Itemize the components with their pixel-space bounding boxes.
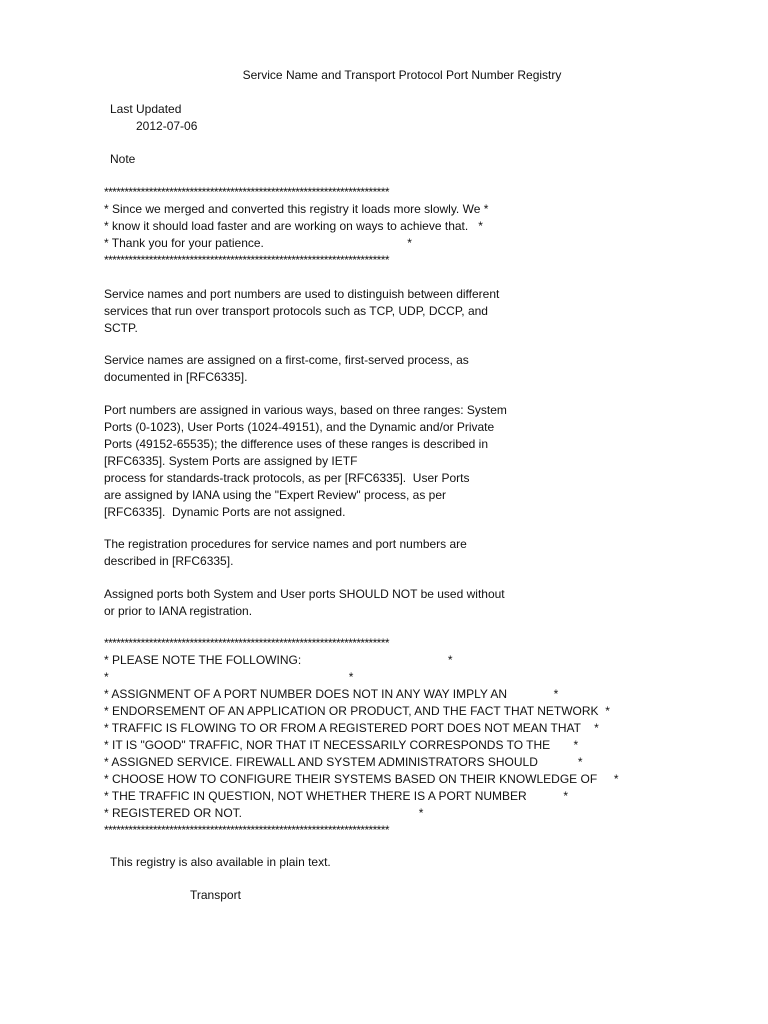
paragraph-line: services that run over transport protocols such as TCP, UDP, DCCP, and: [104, 304, 488, 318]
last-updated-value: 2012-07-06: [136, 119, 198, 133]
note-box-border-top: **********************************************************************: [104, 185, 389, 199]
paragraph-line: Port numbers are assigned in various ways, based on three ranges: System: [104, 403, 507, 417]
warning-box-line: * THE TRAFFIC IN QUESTION, NOT WHETHER THERE IS A PORT NUMBER *: [104, 789, 569, 803]
warning-box-line: * CHOOSE HOW TO CONFIGURE THEIR SYSTEMS BASED ON THEIR KNOWLEDGE OF *: [104, 772, 619, 786]
warning-box-line: * IT IS "GOOD" TRAFFIC, NOR THAT IT NECESSARILY CORRESPONDS TO THE *: [104, 738, 579, 752]
paragraph-line: The registration procedures for service names and port numbers are: [104, 537, 467, 551]
paragraph-line: Assigned ports both System and User ports SHOULD NOT be used without: [104, 587, 505, 601]
note-box-line: * Thank you for your patience. *: [104, 236, 412, 250]
paragraph-line: are assigned by IANA using the "Expert Review" process, as per: [104, 488, 447, 502]
warning-box-line: * *: [104, 670, 354, 684]
warning-box-line: * ASSIGNED SERVICE. FIREWALL AND SYSTEM ADMINISTRATORS SHOULD *: [104, 755, 583, 769]
note-box-line: * Since we merged and converted this registry it loads more slowly. We *: [104, 202, 489, 216]
warning-box-line: * ENDORSEMENT OF AN APPLICATION OR PRODUCT, AND THE FACT THAT NETWORK *: [104, 704, 610, 718]
paragraph-first-come: [104, 352, 469, 386]
paragraph-line: Service names are assigned on a first-come, first-served process, as: [104, 353, 469, 367]
transport-column-header: Transport: [190, 888, 241, 902]
note-box-line: * know it should load faster and are working on ways to achieve that. *: [104, 219, 483, 233]
paragraph-port-ranges: [104, 402, 507, 521]
note-label: Note: [110, 152, 136, 166]
paragraph-line: documented in [RFC6335].: [104, 370, 248, 384]
paragraph-registration-procedures: [104, 536, 467, 570]
warning-box: [104, 635, 619, 839]
paragraph-line: [RFC6335]. Dynamic Ports are not assigned.: [104, 505, 346, 519]
warning-box-line: * REGISTERED OR NOT. *: [104, 806, 424, 820]
note-box: [104, 184, 488, 269]
warning-box-border-bottom: **********************************************************************: [104, 823, 389, 837]
paragraph-line: [RFC6335]. System Ports are assigned by IETF: [104, 454, 358, 468]
paragraph-line: Service names and port numbers are used to distinguish between different: [104, 287, 500, 301]
paragraph-line: Ports (0-1023), User Ports (1024-49151), and the Dynamic and/or Private: [104, 420, 495, 434]
paragraph-assigned-ports: [104, 586, 505, 620]
warning-box-line: * PLEASE NOTE THE FOLLOWING: *: [104, 653, 453, 667]
paragraph-line: described in [RFC6335].: [104, 554, 234, 568]
plain-text-note: This registry is also available in plain text.: [110, 855, 331, 869]
note-box-border-bottom: **********************************************************************: [104, 253, 389, 267]
paragraph-line: Ports (49152-65535); the difference uses of these ranges is described in: [104, 437, 489, 451]
warning-box-line: * TRAFFIC IS FLOWING TO OR FROM A REGISTERED PORT DOES NOT MEAN THAT *: [104, 721, 599, 735]
warning-box-line: * ASSIGNMENT OF A PORT NUMBER DOES NOT IN ANY WAY IMPLY AN *: [104, 687, 559, 701]
page-title: Service Name and Transport Protocol Port Number Registry: [242, 68, 562, 82]
last-updated-label: Last Updated: [110, 102, 182, 116]
paragraph-line: SCTP.: [104, 321, 138, 335]
paragraph-line: process for standards-track protocols, as per [RFC6335]. User Ports: [104, 471, 470, 485]
warning-box-border-top: **********************************************************************: [104, 636, 389, 650]
paragraph-service-names: [104, 286, 499, 337]
paragraph-line: or prior to IANA registration.: [104, 604, 253, 618]
